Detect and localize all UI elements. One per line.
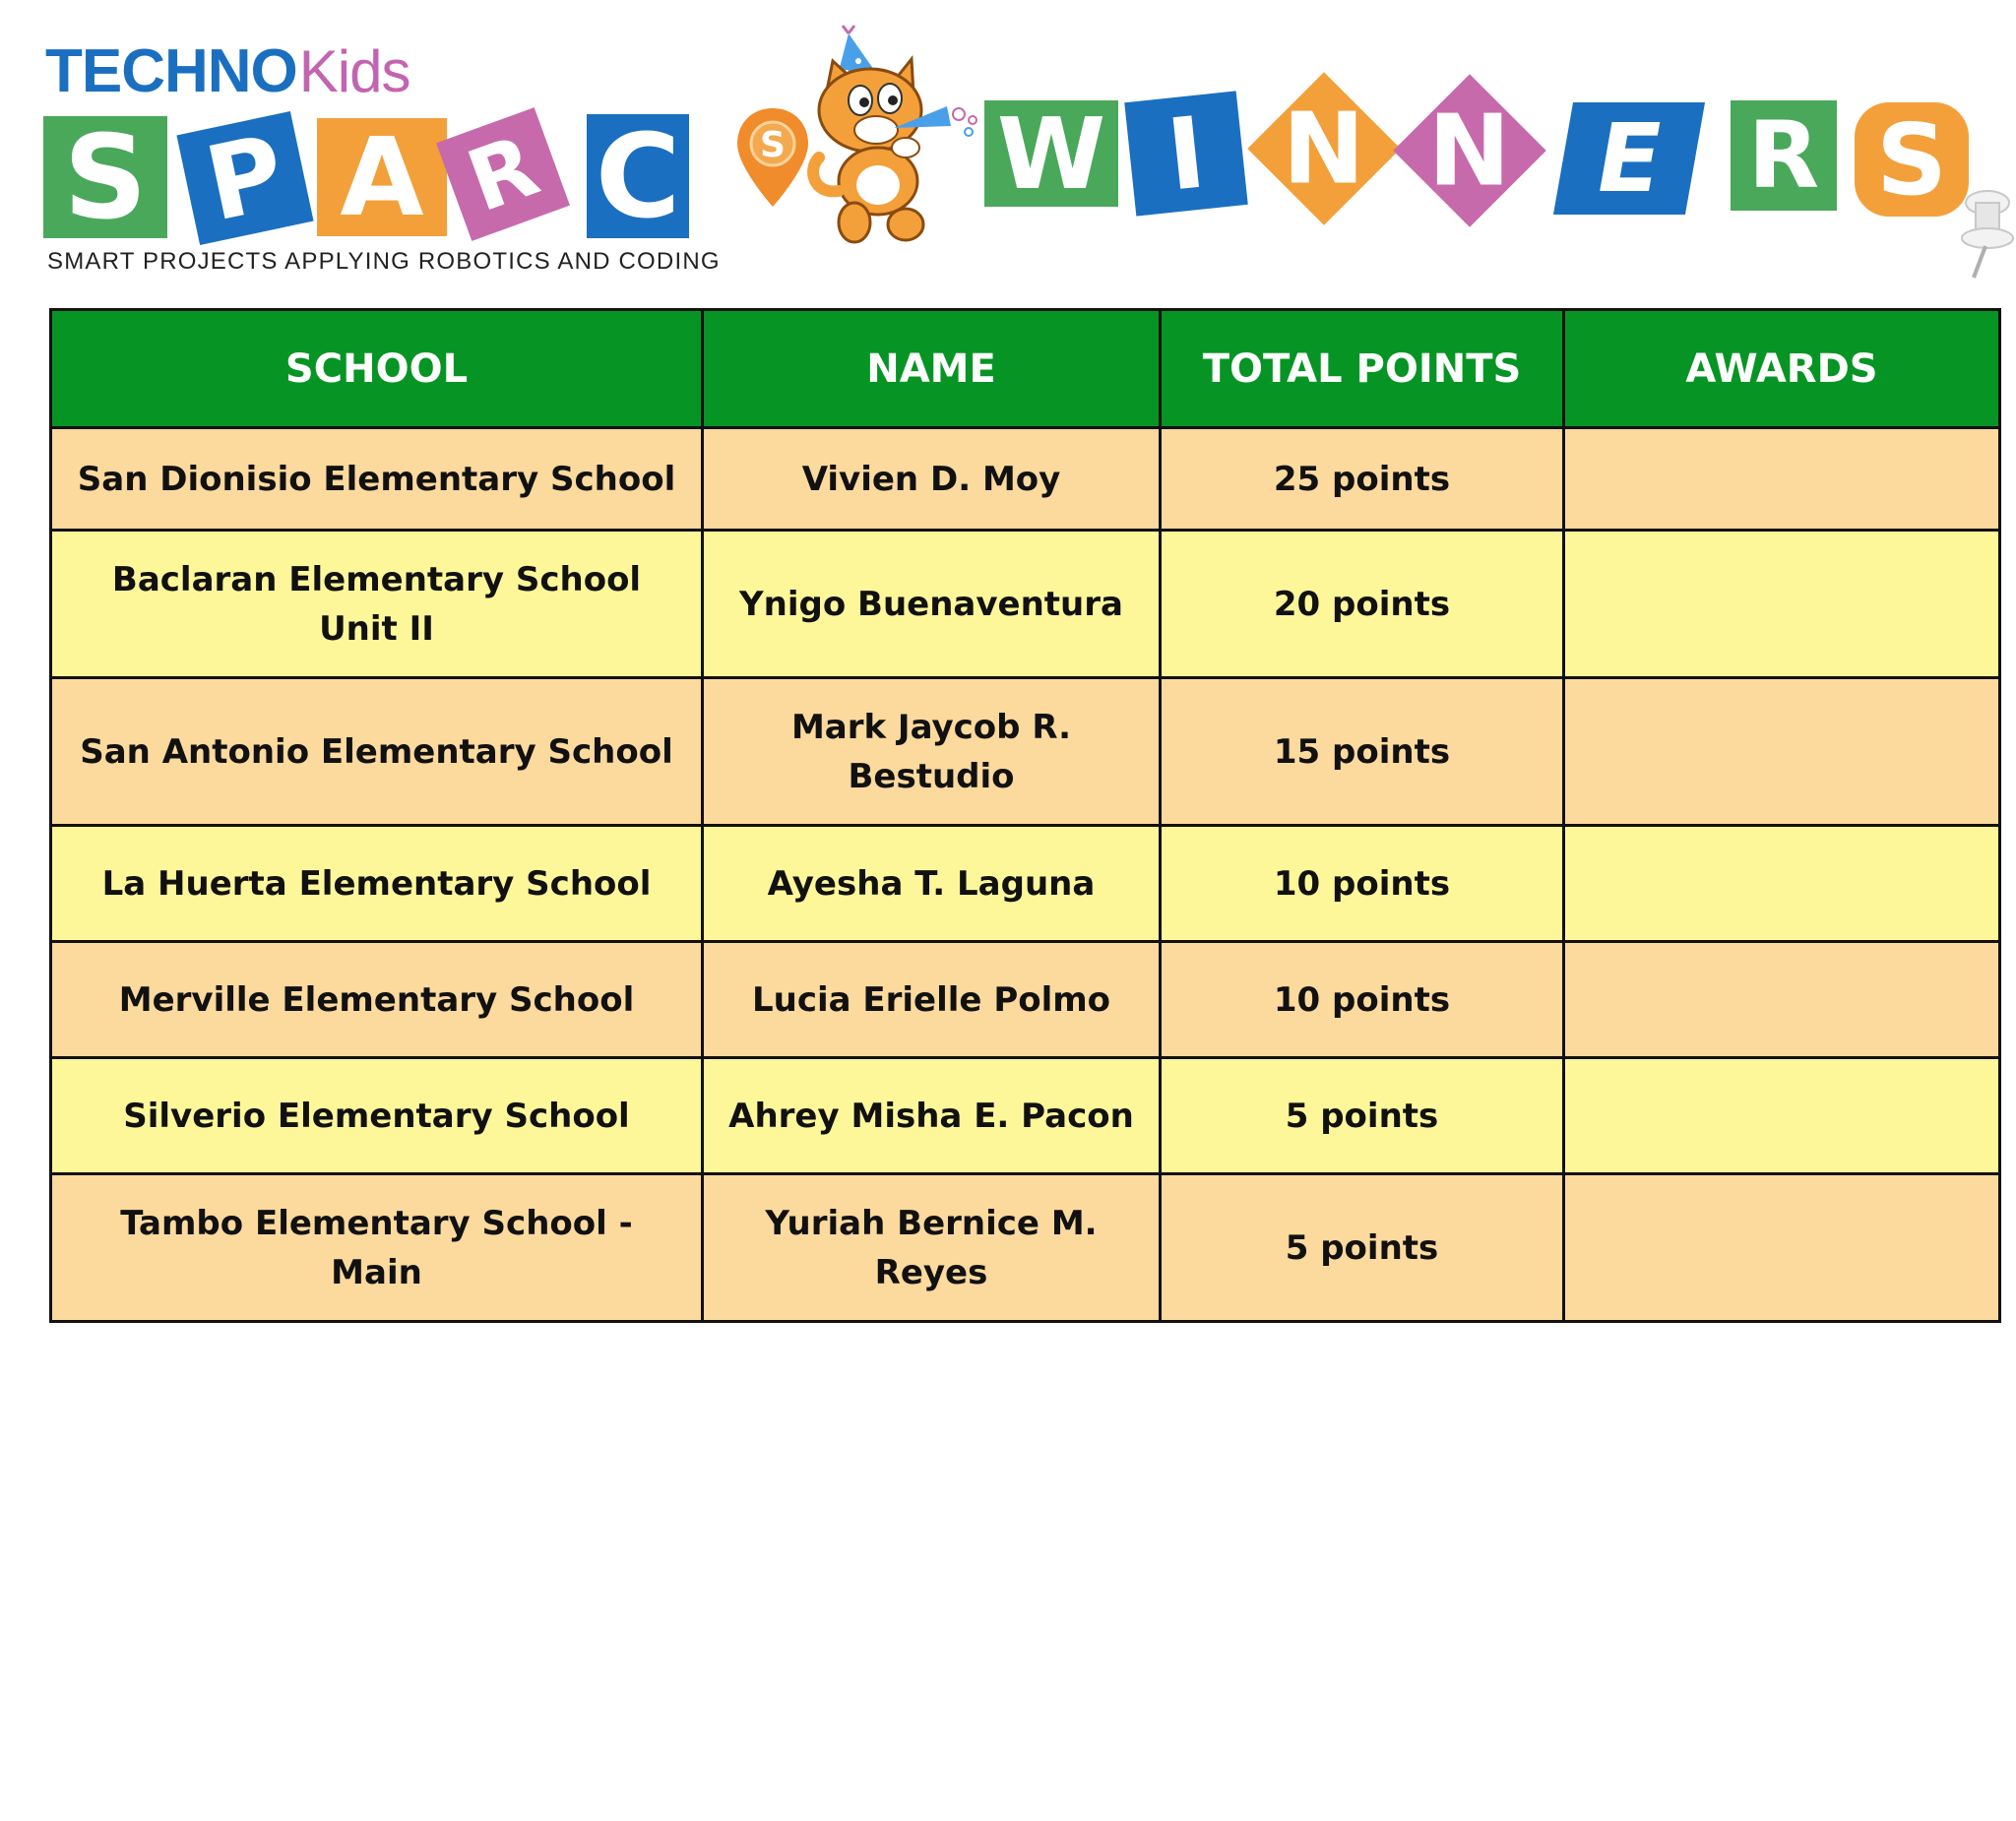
table-row (51, 942, 2000, 1058)
school-cell: Tambo Elementary School - Main (51, 1174, 703, 1322)
name-cell: Vivien D. Moy (703, 428, 1161, 531)
awards-cell (1564, 1058, 2000, 1174)
awards-cell (1564, 678, 2000, 826)
table-row (51, 531, 2000, 678)
table-row (51, 826, 2000, 942)
party-cat-mascot-icon (799, 22, 996, 248)
school-cell: San Dionisio Elementary School (51, 428, 703, 531)
points-cell: 20 points (1161, 531, 1564, 678)
school-cell: Baclaran Elementary School Unit II (51, 531, 703, 678)
name-cell: Lucia Erielle Polmo (703, 942, 1161, 1058)
points-cell: 10 points (1161, 826, 1564, 942)
name-cell: Yuriah Bernice M. Reyes (703, 1174, 1161, 1322)
school-cell: Silverio Elementary School (51, 1058, 703, 1174)
awards-cell (1564, 826, 2000, 942)
winners-tile-n1: N (1247, 72, 1401, 225)
name-cell: Mark Jaycob R. Bestudio (703, 678, 1161, 826)
sparc-tile-c: C (587, 114, 689, 238)
table-row (51, 678, 2000, 826)
name-cell: Ayesha T. Laguna (703, 826, 1161, 942)
table-row (51, 1058, 2000, 1174)
column-header-school: SCHOOL (51, 310, 703, 428)
points-cell: 10 points (1161, 942, 1564, 1058)
table-row (51, 1174, 2000, 1322)
sparc-tile-r: R (436, 107, 570, 241)
winners-tile-w: W (984, 100, 1118, 207)
school-cell: Merville Elementary School (51, 942, 703, 1058)
technokids-logo (45, 37, 410, 106)
map-pin-letter: S (760, 125, 786, 165)
school-cell: San Antonio Elementary School (51, 678, 703, 826)
page-header (0, 0, 2016, 295)
column-header-name: NAME (703, 310, 1161, 428)
winners-tile-s: S (1855, 102, 1969, 217)
points-cell: 25 points (1161, 428, 1564, 531)
awards-cell (1564, 428, 2000, 531)
sparc-tile-a: A (317, 118, 447, 236)
sparc-tagline: SMART PROJECTS APPLYING ROBOTICS AND CODING (47, 248, 721, 275)
brand-techno-text: TECHNO (45, 37, 297, 105)
points-cell: 5 points (1161, 1058, 1564, 1174)
column-header-awards: AWARDS (1564, 310, 2000, 428)
brand-kids-text: Kids (298, 38, 410, 104)
awards-cell (1564, 1174, 2000, 1322)
awards-cell (1564, 531, 2000, 678)
name-cell: Ahrey Misha E. Pacon (703, 1058, 1161, 1174)
points-cell: 15 points (1161, 678, 1564, 826)
points-cell: 5 points (1161, 1174, 1564, 1322)
awards-cell (1564, 942, 2000, 1058)
winners-tile-i: I (1124, 91, 1248, 216)
school-cell: La Huerta Elementary School (51, 826, 703, 942)
winners-table (49, 308, 2001, 1323)
sparc-tile-p: P (176, 111, 313, 245)
push-pin-icon (1954, 187, 2016, 281)
name-cell: Ynigo Buenaventura (703, 531, 1161, 678)
sparc-tile-s: S (43, 116, 167, 238)
winners-tile-r: R (1731, 100, 1837, 211)
table-row (51, 428, 2000, 531)
winners-tile-n2: N (1393, 74, 1546, 227)
table-header-row (51, 310, 2000, 428)
column-header-total-points: TOTAL POINTS (1161, 310, 1564, 428)
winners-tile-e: E (1553, 102, 1705, 215)
